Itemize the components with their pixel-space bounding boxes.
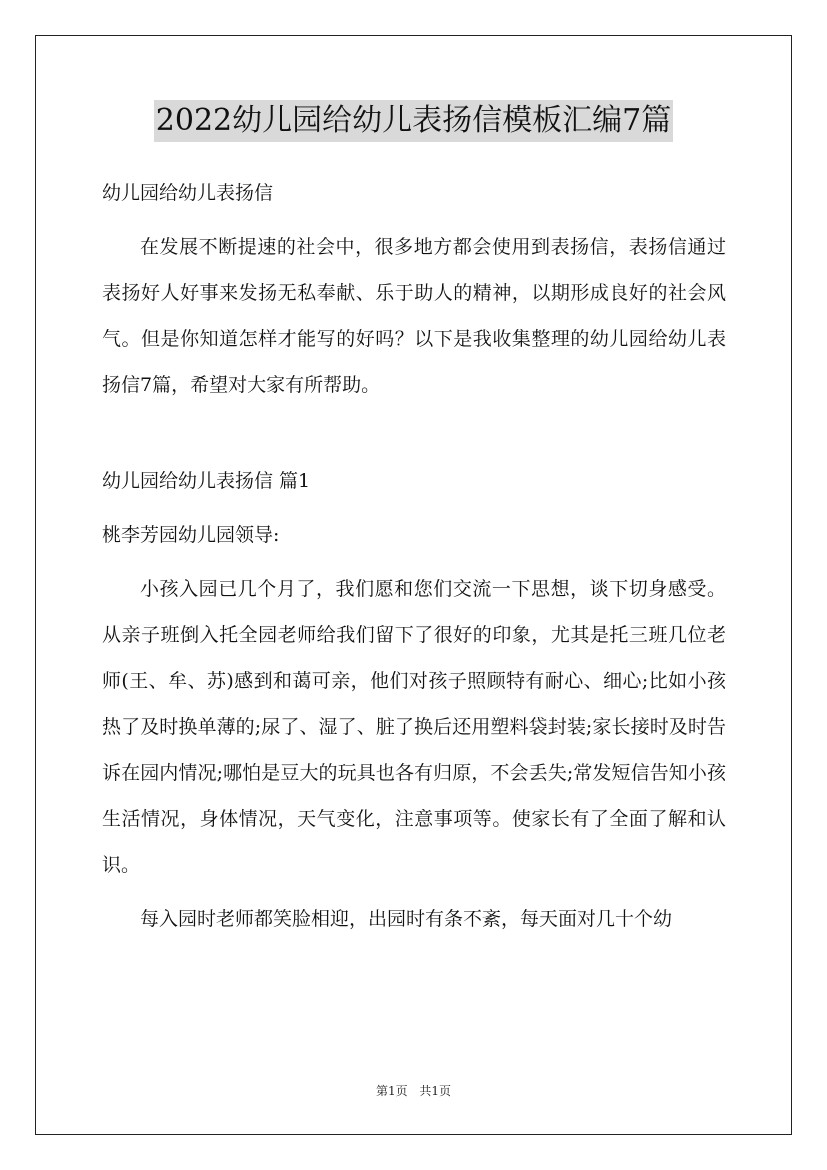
document-subtitle: 幼儿园给幼儿表扬信 xyxy=(102,182,274,204)
page-total: 共1页 xyxy=(419,1084,452,1098)
intro-paragraph: 在发展不断提速的社会中，很多地方都会使用到表扬信，表扬信通过表扬好人好事来发扬无私奉献、乐于助人的精神，以期形成良好的社会风气。但是你知道怎样才能写的好吗？以下是我收集整理的幼儿园给幼儿表扬信7篇，希望对大家有所帮助。 xyxy=(102,236,726,396)
page-footer xyxy=(0,1082,827,1099)
body-paragraph-1: 小孩入园已几个月了，我们愿和您们交流一下思想，谈下切身感受。 从亲子班倒入托全园老师给我们留下了很好的印象，尤其是托三班几位老师(王、牟、苏)感到和蔼可亲，他们对孩子照顾特有耐心、细心;比如小孩热了及时换单薄的;尿了、湿了、脏了换后还用塑料袋封装;家长接时及时告诉在园内情况;哪怕是豆大的玩具也各有归原，不会丢失;常发短信告知小孩生活情况，身体情况，天气变化，注意事项等。使家长有了全面了解和认识。 xyxy=(102,578,726,876)
spacer xyxy=(102,888,726,896)
spacer xyxy=(102,504,726,512)
spacer xyxy=(102,558,726,566)
salutation: 桃李芳园幼儿园领导: xyxy=(102,524,280,546)
title-container xyxy=(0,100,827,142)
page-number: 第1页 xyxy=(375,1084,408,1098)
document-body xyxy=(102,170,726,942)
spacer xyxy=(102,408,726,458)
spacer xyxy=(102,216,726,224)
section-heading: 幼儿园给幼儿表扬信 篇1 xyxy=(102,470,311,492)
body-paragraph-2: 每入园时老师都笑脸相迎，出园时有条不紊，每天面对几十个幼 xyxy=(140,908,673,930)
document-title: 2022幼儿园给幼儿表扬信模板汇编7篇 xyxy=(154,100,673,142)
